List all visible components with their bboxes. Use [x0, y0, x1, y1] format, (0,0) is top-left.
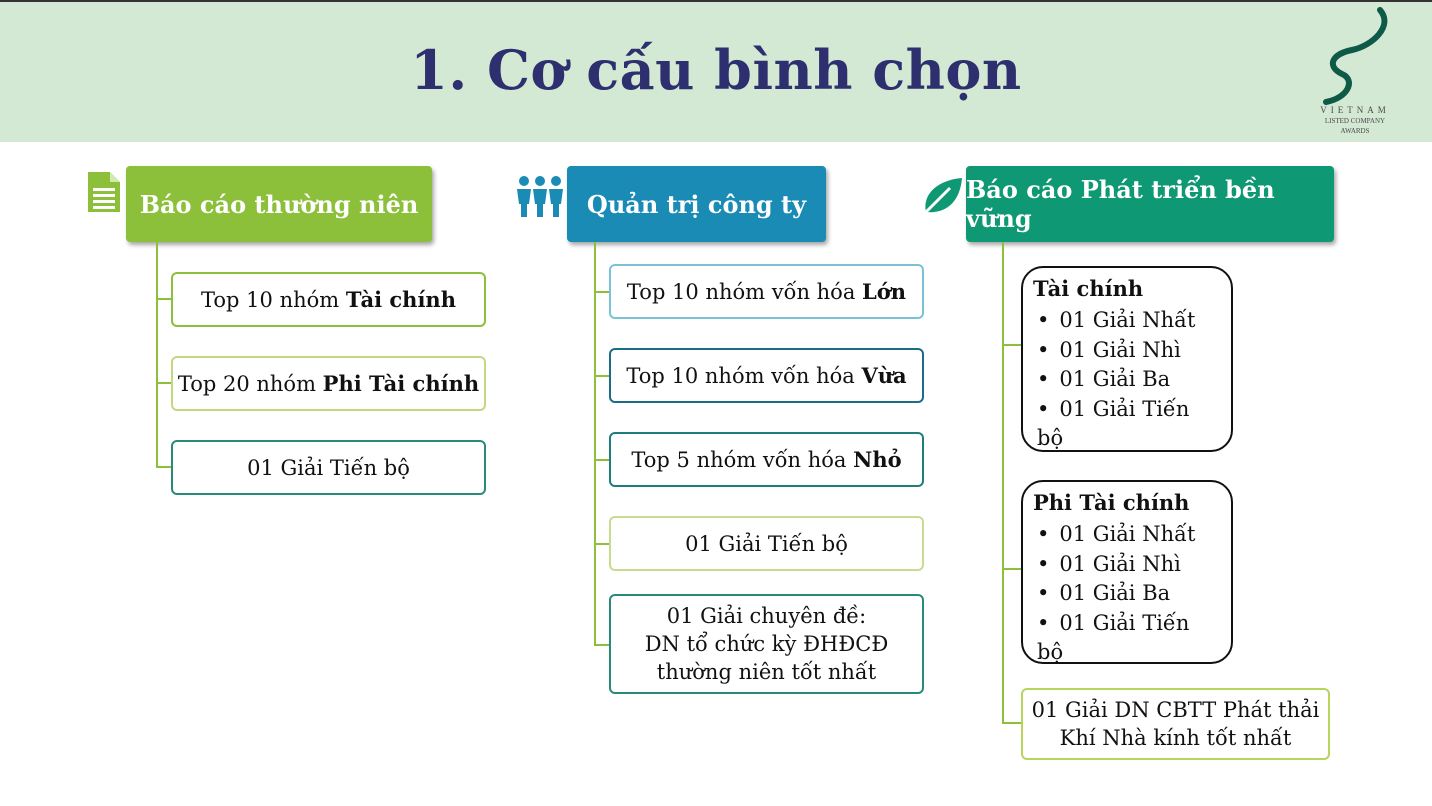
- award-line: 01 Giải DN CBTT Phát thải: [1031, 698, 1320, 722]
- award-label: Top 10 nhóm: [201, 287, 346, 312]
- prize-list: [1033, 306, 1221, 454]
- award-label-bold: Tài chính: [345, 286, 456, 312]
- award-label: Top 10 nhóm vốn hóa: [626, 279, 863, 304]
- list-item: • 01 Giải Ba: [1037, 579, 1221, 609]
- award-line: thường niên tốt nhất: [656, 660, 877, 684]
- connector-branch: [156, 298, 172, 300]
- award-line: Khí Nhà kính tốt nhất: [1059, 726, 1292, 750]
- connector-branch: [594, 375, 610, 377]
- category-annual-report: Báo cáo thường niên: [126, 166, 432, 242]
- connector-branch: [1002, 722, 1022, 724]
- award-label: 01 Giải Tiến bộ: [685, 531, 848, 556]
- award-box: [609, 348, 924, 403]
- list-item: • 01 Giải Nhất: [1037, 306, 1221, 336]
- leaf-icon: [920, 176, 964, 218]
- connector-branch: [594, 291, 610, 293]
- people-icon: [516, 174, 564, 218]
- logo-line-2: LISTED COMPANY: [1324, 117, 1386, 125]
- logo-line-3: AWARDS: [1340, 127, 1370, 135]
- prize-list: [1033, 520, 1221, 668]
- list-item: • 01 Giải Nhì: [1037, 550, 1221, 580]
- award-label: Top 20 nhóm: [177, 371, 323, 396]
- award-label: 01 Giải Tiến bộ: [247, 455, 410, 480]
- group-title: Tài chính: [1033, 276, 1144, 301]
- award-box: [171, 356, 486, 411]
- page-title: 1. Cơ cấu bình chọn: [410, 38, 1022, 102]
- award-line: 01 Giải chuyên đề:: [666, 604, 867, 628]
- award-label: Top 5 nhóm vốn hóa: [631, 447, 854, 472]
- logo-line-1: VIETNAM: [1320, 105, 1390, 115]
- award-box: [609, 432, 924, 487]
- connector-branch: [594, 459, 610, 461]
- award-box: [171, 272, 486, 327]
- list-item: • 01 Giải Ba: [1037, 365, 1221, 395]
- list-item: • 01 Giải Tiến bộ: [1037, 609, 1221, 668]
- category-sustainability-report: Báo cáo Phát triển bền vững: [966, 166, 1334, 242]
- award-box: [171, 440, 486, 495]
- group-title: Phi Tài chính: [1033, 490, 1190, 515]
- list-item: • 01 Giải Nhì: [1037, 336, 1221, 366]
- award-box-multiline: [609, 594, 924, 694]
- connector-trunk-3: [1002, 242, 1004, 724]
- list-item: • 01 Giải Nhất: [1037, 520, 1221, 550]
- connector-branch: [594, 543, 610, 545]
- connector-trunk-1: [156, 242, 158, 468]
- connector-branch: [594, 644, 610, 646]
- award-box: [609, 264, 924, 319]
- award-label: Top 10 nhóm vốn hóa: [626, 363, 862, 388]
- group-box-financial: [1021, 266, 1233, 452]
- award-label-bold: Lớn: [862, 278, 907, 304]
- award-box-ghg: [1021, 688, 1330, 760]
- connector-branch: [156, 382, 172, 384]
- connector-branch: [1002, 344, 1022, 346]
- award-box: [609, 516, 924, 571]
- award-label-bold: Nhỏ: [853, 446, 902, 472]
- connector-branch: [156, 466, 172, 468]
- connector-trunk-2: [594, 242, 596, 646]
- document-icon: [86, 170, 122, 214]
- list-item: • 01 Giải Tiến bộ: [1037, 395, 1221, 454]
- category-corporate-governance: Quản trị công ty: [567, 166, 826, 242]
- connector-branch: [1002, 568, 1022, 570]
- award-label-bold: Phi Tài chính: [322, 370, 480, 396]
- award-line: DN tổ chức kỳ ĐHĐCĐ: [644, 632, 889, 656]
- group-box-non-financial: [1021, 480, 1233, 664]
- award-label-bold: Vừa: [861, 362, 907, 388]
